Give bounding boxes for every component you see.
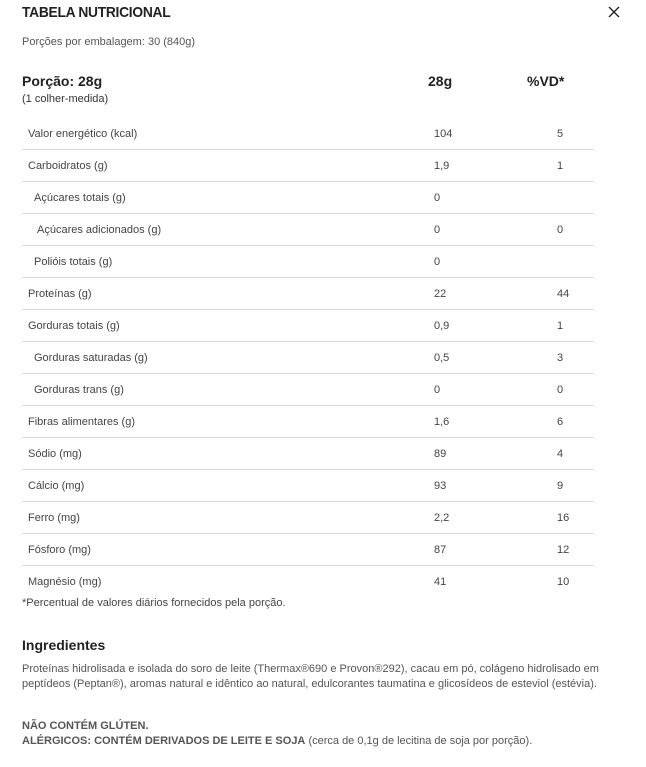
table-row (22, 182, 594, 214)
nutrient-name: Proteínas (g) (28, 287, 92, 300)
table-row (22, 502, 594, 534)
table-row (22, 214, 594, 246)
nutrient-amount: 93 (434, 479, 447, 492)
table-row (22, 566, 594, 597)
nutrient-amount: 41 (434, 575, 447, 588)
nutrient-vd: 10 (557, 575, 570, 588)
ingredients-text: Proteínas hidrolisada e isolada do soro de leite (Thermax®690 e Provon®292), cacau em pó, colágeno hidrolisado em peptídeos (Peptan®), aromas natural e idêntico ao natural, edulcorantes taumatina e glicosídeos de esteviol (estévia). (22, 663, 599, 690)
table-row (22, 278, 594, 310)
nutrient-amount: 104 (434, 127, 453, 140)
nutrient-vd: 1 (557, 319, 564, 332)
nutrient-vd: 1 (557, 159, 564, 172)
nutrient-name: Gorduras saturadas (g) (34, 351, 148, 364)
page-title: TABELA NUTRICIONAL (22, 4, 171, 21)
nutrient-vd: 12 (557, 543, 570, 556)
servings-per-package: Porções por embalagem: 30 (840g) (22, 36, 196, 48)
table-row (22, 150, 594, 182)
nutrient-amount: 0,9 (434, 319, 450, 332)
nutrient-name: Fósforo (mg) (28, 543, 91, 556)
nutrient-name: Sódio (mg) (28, 447, 82, 460)
nutrient-vd: 0 (557, 383, 564, 396)
close-icon (608, 6, 620, 18)
table-row (22, 470, 594, 502)
table-row (22, 438, 594, 470)
allergens-note: (cerca de 0,1g de lecitina de soja por porção). (305, 735, 533, 747)
ingredients-title: Ingredientes (22, 637, 106, 653)
nutrient-vd: 16 (557, 511, 570, 524)
nutrient-vd: 6 (557, 415, 564, 428)
nutrient-amount: 22 (434, 287, 447, 300)
nutrient-amount: 0 (434, 383, 441, 396)
close-button[interactable] (604, 2, 624, 22)
portion-subheader: (1 colher-medida) (22, 93, 109, 105)
portion-header: Porção: 28g (22, 73, 103, 89)
table-row (22, 342, 594, 374)
nutrient-name: Polióis totais (g) (34, 255, 113, 268)
nutrient-vd: 44 (557, 287, 570, 300)
amount-column-header: 28g (428, 73, 453, 89)
nutrient-vd: 4 (557, 447, 564, 460)
nutrient-vd: 0 (557, 223, 564, 236)
allergens-notice (22, 735, 532, 747)
nutrient-name: Gorduras totais (g) (28, 319, 120, 332)
nutrient-amount: 0 (434, 255, 441, 268)
nutrient-name: Ferro (mg) (28, 511, 80, 524)
nutrient-amount: 1,6 (434, 415, 450, 428)
vd-column-header: %VD* (527, 73, 565, 89)
table-row (22, 374, 594, 406)
table-row (22, 246, 594, 278)
nutrient-name: Gorduras trans (g) (34, 383, 124, 396)
table-row (22, 118, 594, 150)
nutrient-name: Cálcio (mg) (28, 479, 85, 492)
nutrient-amount: 1,9 (434, 159, 450, 172)
nutrient-amount: 89 (434, 447, 447, 460)
nutrient-name: Fibras alimentares (g) (28, 415, 135, 428)
nutrient-amount: 0 (434, 191, 441, 204)
nutrient-name: Açúcares totais (g) (34, 191, 126, 204)
allergens-label: ALÉRGICOS: CONTÉM DERIVADOS DE LEITE E SOJA (22, 735, 306, 747)
nutrient-amount: 87 (434, 543, 447, 556)
nutrient-name: Magnésio (mg) (28, 575, 102, 588)
nutrient-amount: 2,2 (434, 511, 450, 524)
gluten-notice: NÃO CONTÉM GLÚTEN. (22, 720, 149, 732)
nutrient-amount: 0 (434, 223, 441, 236)
table-row (22, 406, 594, 438)
nutrient-vd: 3 (557, 351, 564, 364)
footnote: *Percentual de valores diários fornecidos pela porção. (22, 597, 286, 609)
table-row (22, 534, 594, 566)
nutrition-table (22, 118, 594, 597)
nutrient-amount: 0,5 (434, 351, 450, 364)
nutrient-name: Carboidratos (g) (28, 159, 108, 172)
nutrient-vd: 9 (557, 479, 564, 492)
nutrient-name: Açúcares adicionados (g) (37, 223, 162, 236)
table-row (22, 310, 594, 342)
nutrient-vd: 5 (557, 127, 564, 140)
nutrient-name: Valor energético (kcal) (28, 127, 138, 140)
